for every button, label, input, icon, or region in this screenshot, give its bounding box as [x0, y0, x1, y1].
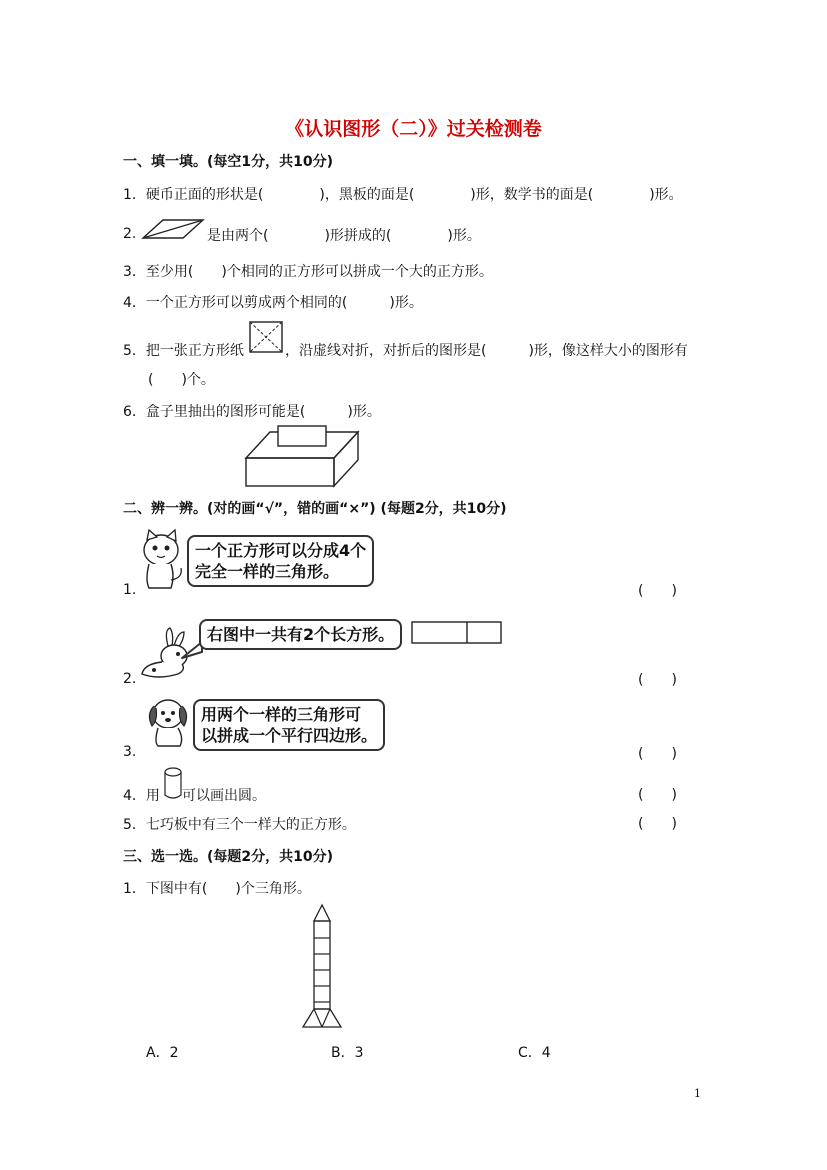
- section1-heading: 一、填一填。(每空1分，共10分): [123, 154, 334, 170]
- page-title: 《认识图形（二）》过关检测卷: [285, 118, 542, 140]
- bubble-2-line1: 右图中一共有2个长方形。: [207, 625, 395, 644]
- question-1-2-number: 2.: [123, 226, 137, 242]
- bubble-3-line1: 用两个一样的三角形可: [201, 705, 362, 724]
- question-1-6: 6．盒子里抽出的图形可能是( )形。: [123, 404, 381, 420]
- rectangles-figure: [411, 621, 503, 645]
- rocket-figure: [301, 904, 343, 1030]
- cat-cartoon-icon: [139, 530, 185, 590]
- page-number: 1: [694, 1087, 701, 1100]
- parallelogram-figure: [141, 218, 205, 240]
- judge-answer-3[interactable]: ( ): [638, 746, 677, 762]
- option-c[interactable]: C．4: [518, 1045, 551, 1061]
- question-1-1: 1．硬币正面的形状是( )，黑板的面是( )形，数学书的面是( )形。: [123, 187, 683, 203]
- section2-heading: 二、辨一辨。(对的画“√”，错的画“×”) (每题2分，共10分): [123, 501, 507, 517]
- cylinder-figure: [163, 767, 183, 801]
- speech-bubble-3: [193, 699, 385, 751]
- bubble-1-line2: 完全一样的三角形。: [195, 562, 340, 581]
- option-b[interactable]: B．3: [331, 1045, 364, 1061]
- judge-answer-2[interactable]: ( ): [638, 672, 677, 688]
- judge-answer-4[interactable]: ( ): [638, 787, 677, 803]
- box-figure: [244, 426, 360, 488]
- question-1-3: 3．至少用( )个相同的正方形可以拼成一个大的正方形。: [123, 264, 493, 280]
- question-1-5-suffix: ，沿虚线对折，对折后的图形是( )形，像这样大小的图形有: [285, 343, 688, 359]
- judge-item-4-text: 可以画出圆。: [182, 788, 266, 804]
- option-a[interactable]: A．2: [146, 1045, 179, 1061]
- speech-bubble-2: [199, 619, 402, 650]
- judge-item-5: 5．七巧板中有三个一样大的正方形。: [123, 817, 356, 833]
- question-1-4: 4．一个正方形可以剪成两个相同的( )形。: [123, 295, 423, 311]
- judge-item-2-number: 2.: [123, 671, 137, 687]
- bubble-1-line1: 一个正方形可以分成4个: [195, 541, 367, 560]
- question-3-1: 1．下图中有( )个三角形。: [123, 881, 311, 897]
- judge-item-3-number: 3.: [123, 744, 137, 760]
- judge-item-4-prefix: 4．用: [123, 788, 160, 804]
- folded-square-figure: [249, 321, 283, 353]
- question-1-5-line2: ( )个。: [148, 372, 215, 388]
- section3-heading: 三、选一选。(每题2分，共10分): [123, 849, 334, 865]
- judge-answer-1[interactable]: ( ): [638, 583, 677, 599]
- speech-bubble-1: [187, 535, 374, 587]
- bubble-3-line2: 以拼成一个平行四边形。: [201, 726, 378, 745]
- judge-item-1-number: 1.: [123, 582, 137, 598]
- dog-cartoon-icon: [146, 696, 192, 748]
- question-1-2-text: 是由两个( )形拼成的( )形。: [207, 228, 481, 244]
- judge-answer-5[interactable]: ( ): [638, 816, 677, 832]
- question-1-5-prefix: 5．把一张正方形纸: [123, 343, 244, 359]
